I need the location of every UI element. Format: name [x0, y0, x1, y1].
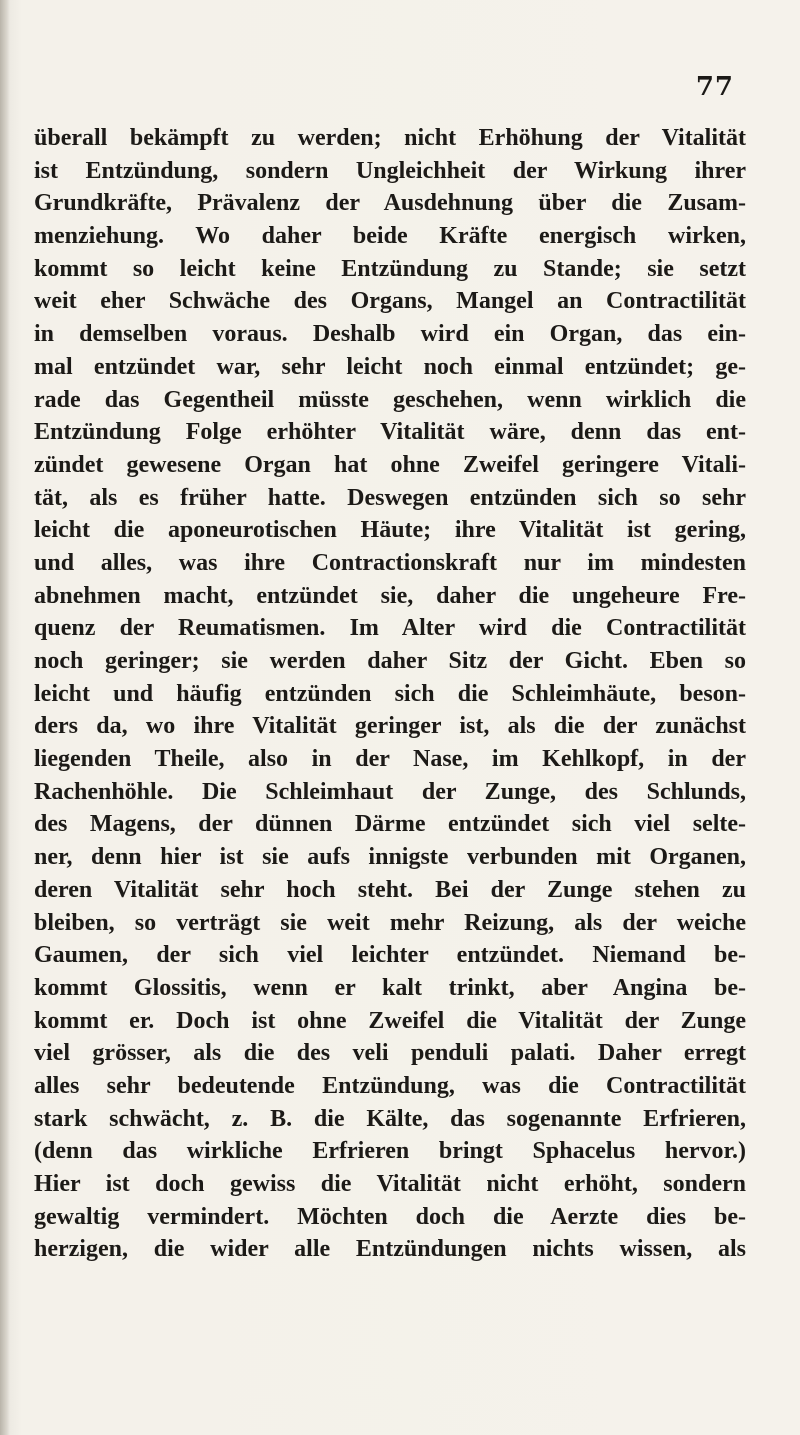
text-line: herzigen, die wider alle Entzündungen nichts wissen, als	[34, 1236, 746, 1263]
text-line: kommt er. Doch ist ohne Zweifel die Vitalität der Zunge	[34, 1007, 746, 1034]
text-line: zündet gewesene Organ hat ohne Zweifel geringere Vitali-	[34, 451, 746, 478]
text-line: Grundkräfte, Prävalenz der Ausdehnung über die Zusam-	[34, 190, 746, 217]
text-line: noch geringer; sie werden daher Sitz der Gicht. Eben so	[34, 648, 746, 674]
text-line: kommt Glossitis, wenn er kalt trinkt, aber Angina be-	[34, 974, 746, 1001]
text-line: leicht die aponeurotischen Häute; ihre Vitalität ist gering,	[34, 517, 746, 544]
text-line: liegenden Theile, also in der Nase, im Kehlkopf, in der	[34, 746, 746, 773]
text-line: Entzündung Folge erhöhter Vitalität wäre, denn das ent-	[34, 419, 746, 446]
text-line: tät, als es früher hatte. Deswegen entzünden sich so sehr	[34, 484, 746, 511]
text-line: deren Vitalität sehr hoch steht. Bei der Zunge stehen zu	[34, 876, 746, 903]
text-line: Hier ist doch gewiss die Vitalität nicht erhöht, sondern	[34, 1171, 746, 1197]
text-line: menziehung. Wo daher beide Kräfte energisch wirken,	[34, 223, 746, 250]
text-line: bleiben, so verträgt sie weit mehr Reizung, als der weiche	[34, 909, 746, 936]
text-line: mal entzündet war, sehr leicht noch einmal entzündet; ge-	[34, 353, 746, 380]
text-line: quenz der Reumatismen. Im Alter wird die Contractilität	[34, 615, 746, 642]
text-line: gewaltig vermindert. Möchten doch die Aerzte dies be-	[34, 1203, 746, 1230]
text-line: Gaumen, der sich viel leichter entzündet. Niemand be-	[34, 942, 746, 969]
text-line: stark schwächt, z. B. die Kälte, das sogenannte Erfrieren,	[34, 1105, 746, 1132]
text-line: (denn das wirkliche Erfrieren bringt Sphacelus hervor.)	[34, 1138, 746, 1165]
text-line: alles sehr bedeutende Entzündung, was die Contractilität	[34, 1072, 746, 1099]
text-line: Rachenhöhle. Die Schleimhaut der Zunge, des Schlunds,	[34, 778, 746, 805]
text-line: ders da, wo ihre Vitalität geringer ist, als die der zunächst	[34, 713, 746, 740]
text-line: rade das Gegentheil müsste geschehen, wenn wirklich die	[34, 386, 746, 413]
text-line: ner, denn hier ist sie aufs innigste verbunden mit Organen,	[34, 844, 746, 871]
text-line: abnehmen macht, entzündet sie, daher die ungeheure Fre-	[34, 582, 746, 609]
body-text	[34, 122, 746, 1266]
text-line: leicht und häufig entzünden sich die Schleimhäute, beson-	[34, 680, 746, 707]
page-binding-edge	[0, 0, 10, 1435]
text-line: und alles, was ihre Contractionskraft nur im mindesten	[34, 549, 746, 576]
text-line: in demselben voraus. Deshalb wird ein Organ, das ein-	[34, 321, 746, 348]
text-line: viel grösser, als die des veli penduli palati. Daher erregt	[34, 1040, 746, 1067]
text-line: überall bekämpft zu werden; nicht Erhöhung der Vitalität	[34, 125, 746, 151]
text-line: weit eher Schwäche des Organs, Mangel an Contractilität	[34, 288, 746, 315]
text-line: kommt so leicht keine Entzündung zu Stande; sie setzt	[34, 255, 746, 282]
text-line: des Magens, der dünnen Därme entzündet sich viel selte-	[34, 811, 746, 838]
page-number: 77	[695, 72, 734, 102]
text-line: ist Entzündung, sondern Ungleichheit der Wirkung ihrer	[34, 157, 746, 184]
